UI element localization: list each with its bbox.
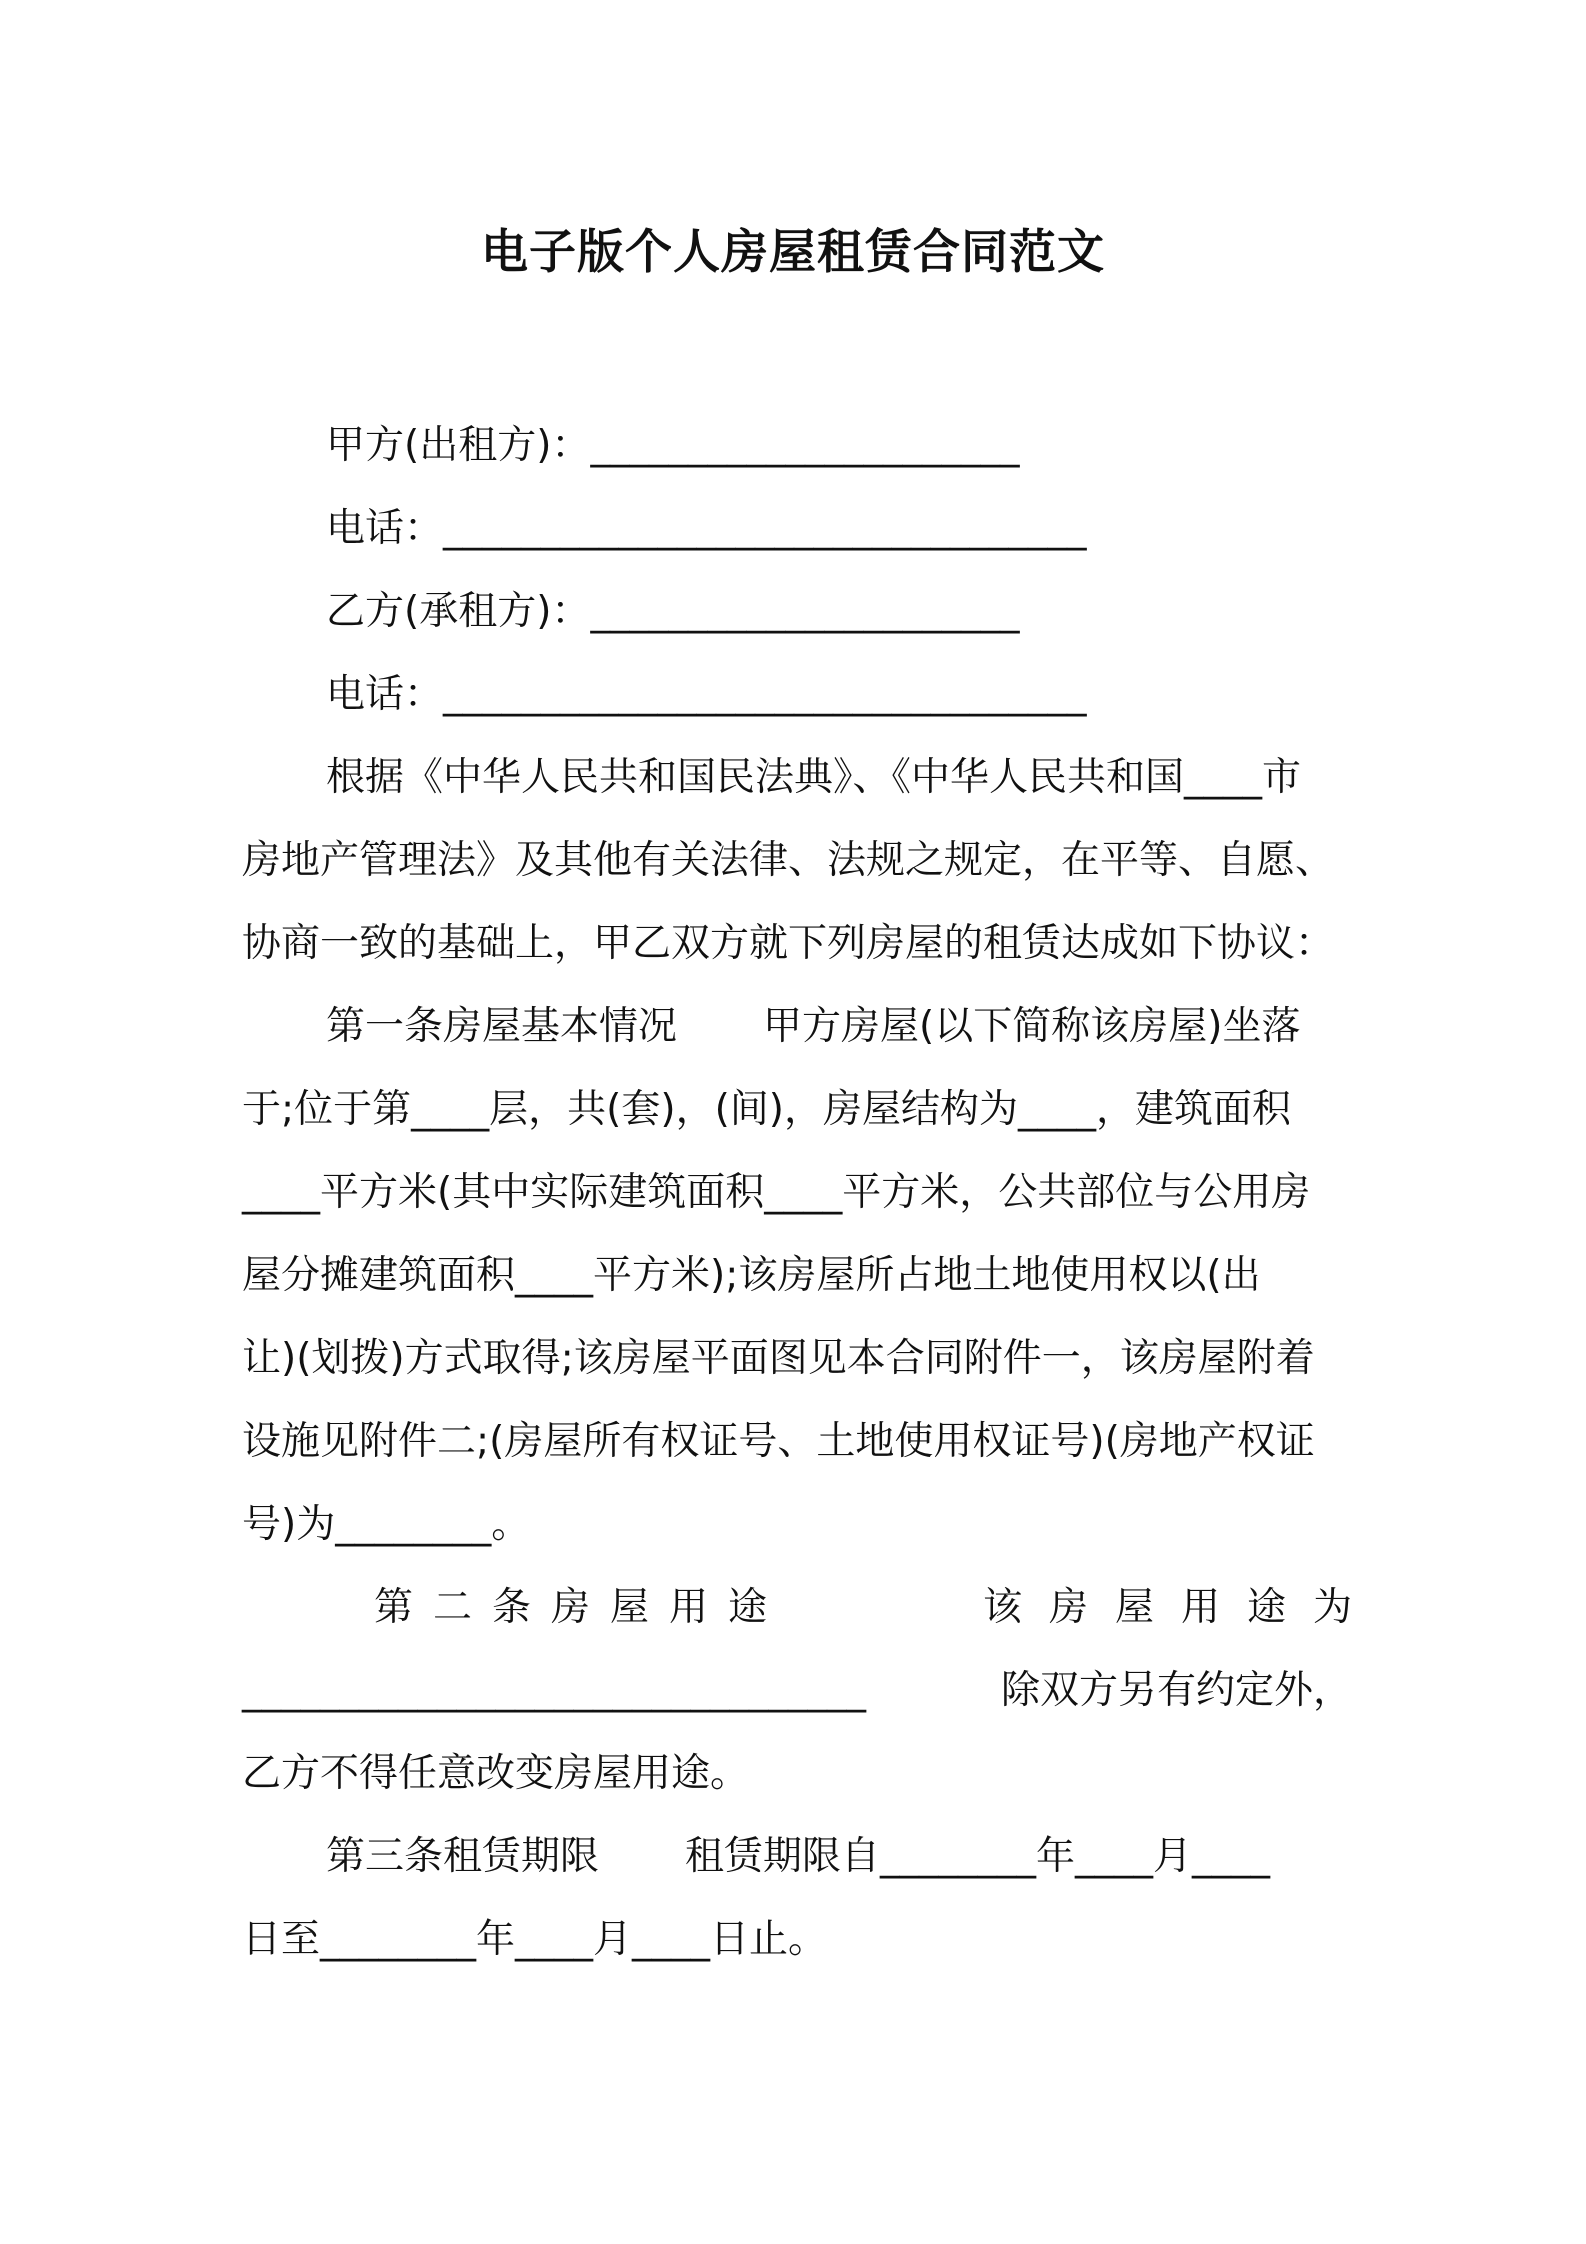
- party-b-line: [242, 570, 1352, 653]
- article-1-line-1: [242, 985, 1352, 1068]
- party-b-blank: ______________________: [590, 589, 1020, 634]
- article-3-heading: 第三条租赁期限: [326, 1834, 600, 1879]
- article-3-line-1: [242, 1815, 1352, 1898]
- article-2-text: 该房屋用途为: [982, 1585, 1379, 1630]
- phone-b-line: [242, 653, 1352, 736]
- parties-section: [242, 404, 1379, 1981]
- article-2-blank: ________________________________: [242, 1668, 866, 1713]
- phone-a-label: 电话：: [326, 506, 444, 551]
- phone-a-line: [242, 487, 1352, 570]
- article-3-text: 租赁期限自________年____月____: [685, 1834, 1271, 1879]
- article-3-line-2: 日至________年____月____日止。: [242, 1917, 828, 1962]
- article-1-line-4: 屋分摊建筑面积____平方米);该房屋所占地土地使用权以(出: [242, 1253, 1261, 1298]
- party-b-label: 乙方(承租方)：: [326, 589, 591, 634]
- phone-a-blank: _________________________________: [443, 506, 1087, 551]
- preamble-line-1: 根据《中华人民共和国民法典》、《中华人民共和国____市: [326, 755, 1302, 800]
- article-1-line-7: 号)为________。: [242, 1502, 531, 1547]
- article-1-line-2: 于;位于第____层，共(套)，(间)，房屋结构为____，建筑面积: [242, 1087, 1292, 1132]
- preamble-line-3: 协商一致的基础上，甲乙双方就下列房屋的租赁达成如下协议：: [242, 921, 1335, 966]
- party-a-label: 甲方(出租方)：: [326, 423, 591, 468]
- article-2-heading: 第二条房屋用途: [374, 1585, 788, 1630]
- party-a-line: [242, 404, 1352, 487]
- article-1-text: 甲方房屋(以下简称该房屋)坐落: [763, 1004, 1301, 1049]
- article-2-line-3: 乙方不得任意改变房屋用途。: [242, 1751, 750, 1796]
- article-1-line-5: 让)(划拨)方式取得;该房屋平面图见本合同附件一，该房屋附着: [242, 1336, 1315, 1381]
- phone-b-blank: _________________________________: [443, 672, 1087, 717]
- phone-b-label: 电话：: [326, 672, 444, 717]
- article-2-text-2: 除双方另有约定外，: [1000, 1668, 1352, 1713]
- document-title: 电子版个人房屋租赁合同范文: [481, 225, 1105, 280]
- article-2-line-1: [242, 1566, 1379, 1649]
- article-1-line-3: ____平方米(其中实际建筑面积____平方米，公共部位与公用房: [242, 1170, 1311, 1215]
- party-a-blank: ______________________: [590, 423, 1020, 468]
- article-1-line-6: 设施见附件二;(房屋所有权证号、土地使用权证号)(房地产权证: [242, 1419, 1315, 1464]
- article-2-line-2: [242, 1649, 1352, 1732]
- preamble-line-2: 房地产管理法》及其他有关法律、法规之规定，在平等、自愿、: [242, 838, 1335, 883]
- article-1-heading: 第一条房屋基本情况: [326, 1004, 678, 1049]
